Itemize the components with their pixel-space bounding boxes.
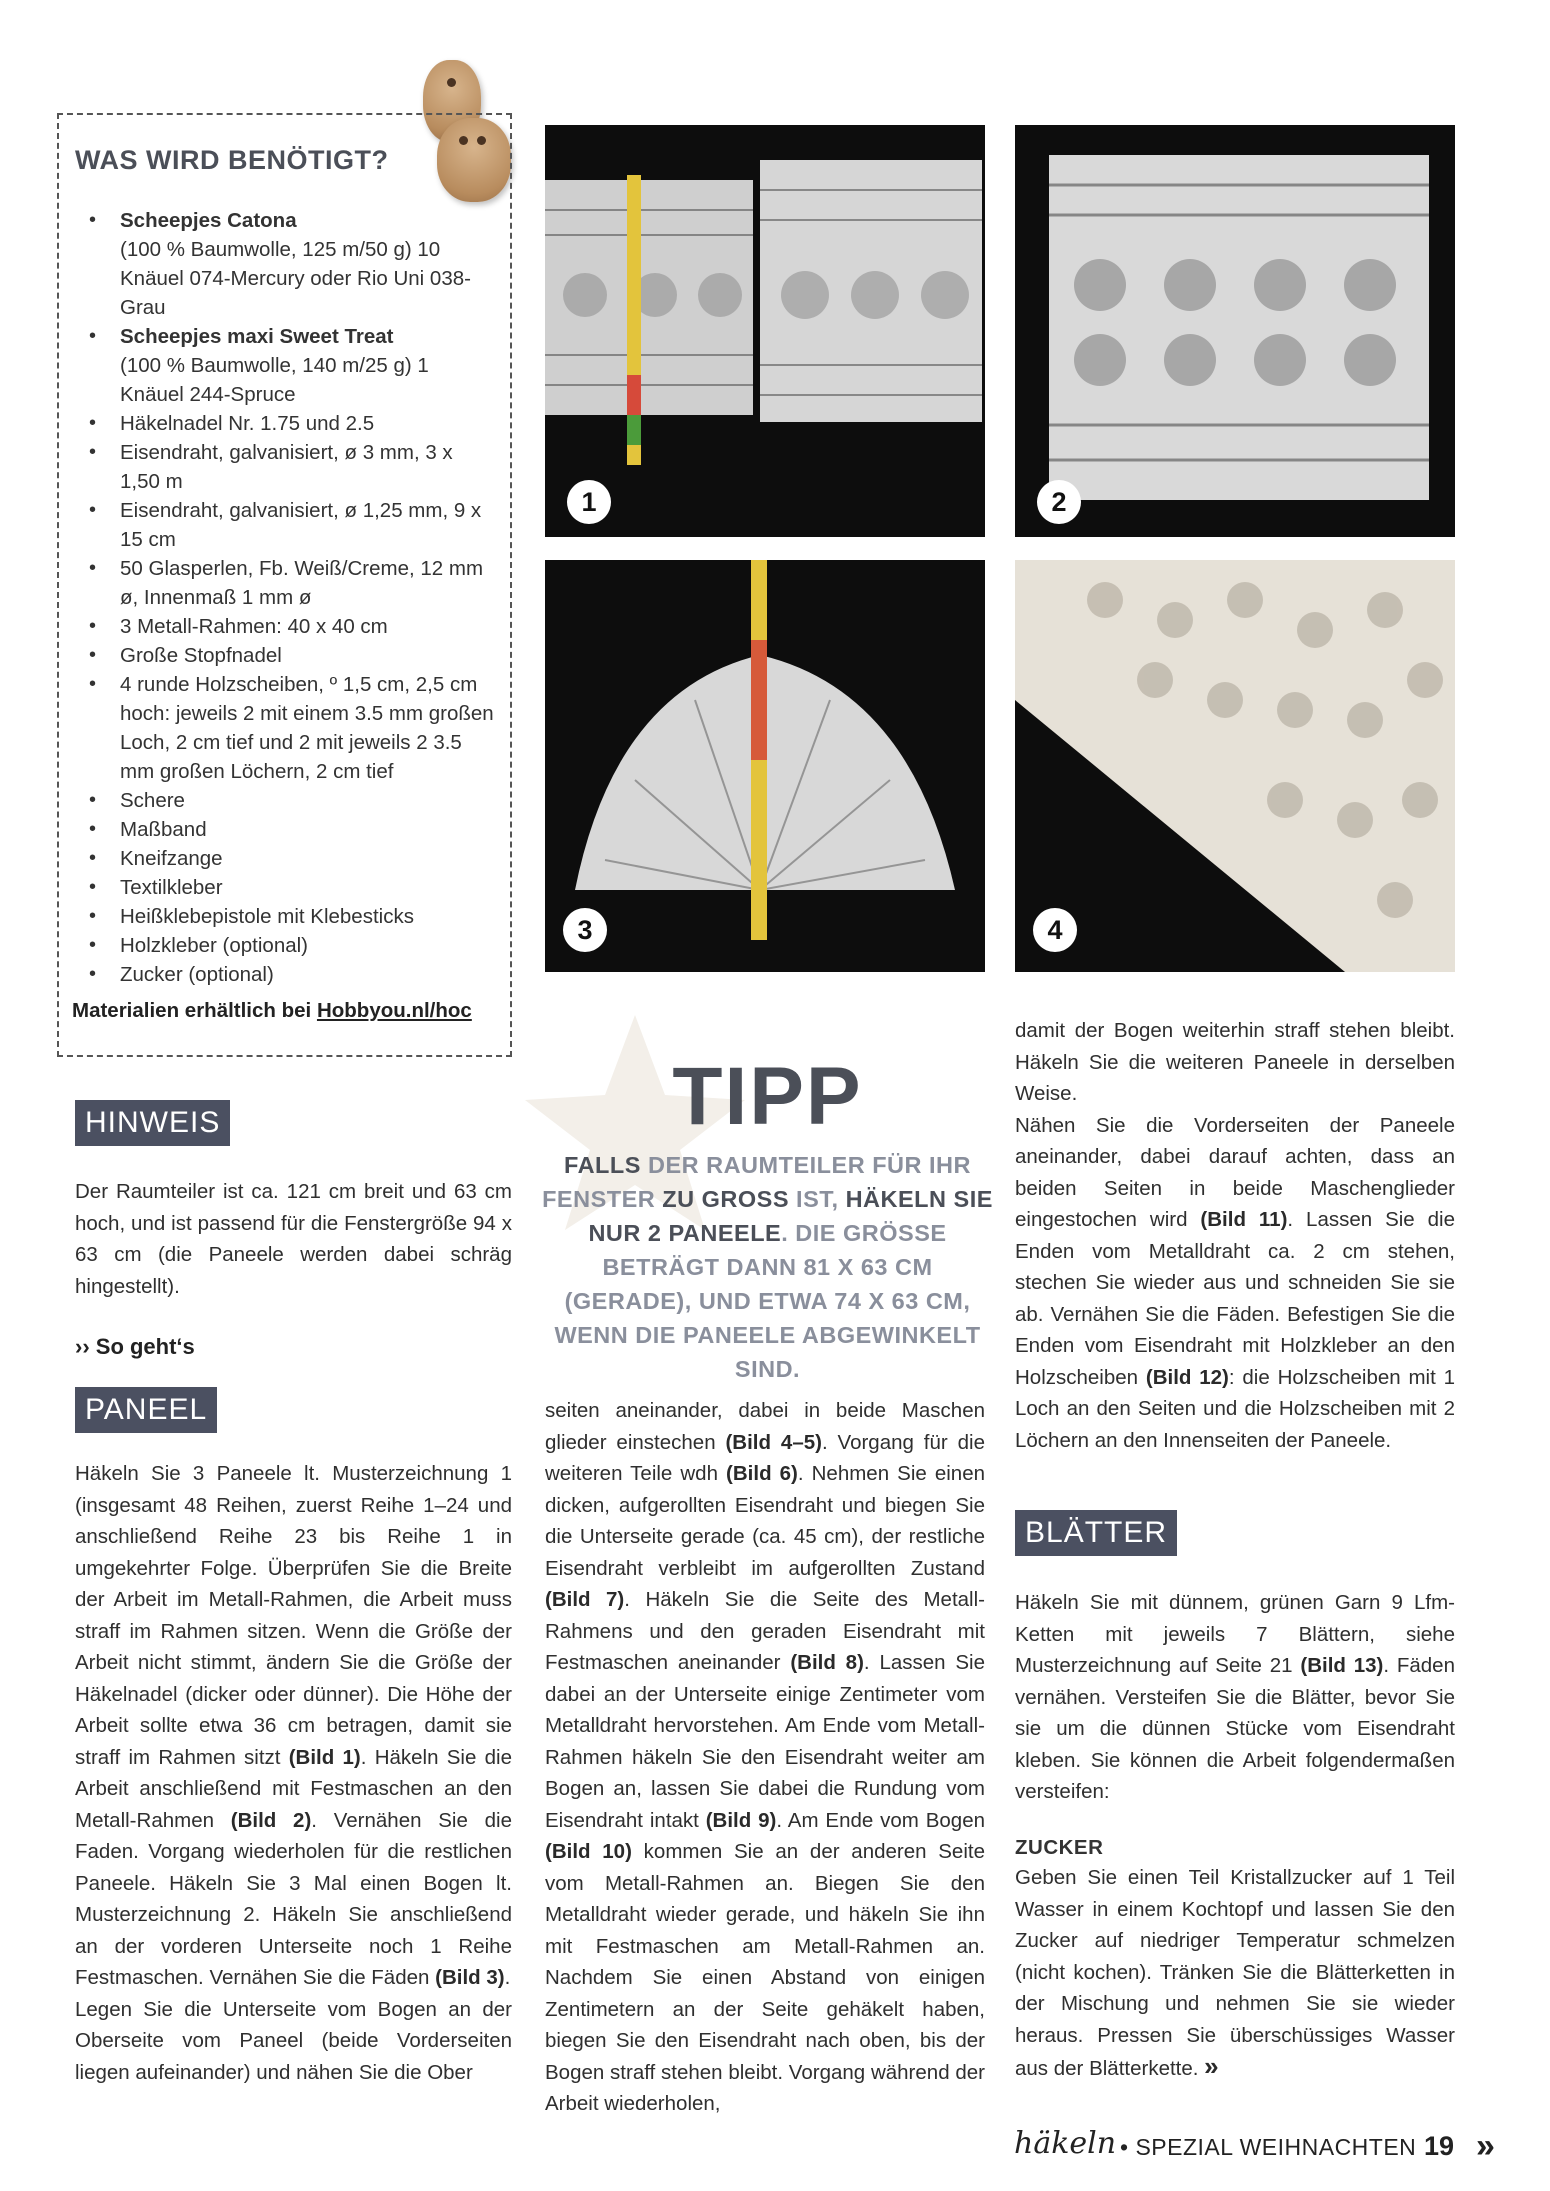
materials-item: [75, 554, 494, 612]
materials-source: [72, 999, 472, 1023]
next-page-arrow-icon[interactable]: »: [1476, 2127, 1495, 2165]
photo-3-number: 3: [563, 908, 607, 952]
materials-item-detail: 3 Metall-Rahmen: 40 x 40 cm: [120, 615, 388, 638]
tipp-text-part: ZU GROSS: [662, 1186, 790, 1212]
tipp-title: TIPP: [672, 1051, 863, 1142]
materials-item-detail: Eisendraht, galvanisiert, ø 3 mm, 3 x 1,50 m: [120, 441, 453, 493]
crochet-panel-frame-image: [1015, 125, 1455, 537]
materials-item: [75, 496, 494, 554]
photo-3: [545, 560, 985, 972]
hinweis-heading: HINWEIS: [75, 1100, 230, 1146]
continue-arrow: »: [1204, 2051, 1219, 2081]
materials-item-detail: 50 Glasperlen, Fb. Weiß/Creme, 12 mm ø, Innenmaß 1 mm ø: [120, 557, 484, 609]
materials-item: [75, 873, 494, 902]
materials-item-detail: Textilkleber: [120, 876, 223, 899]
materials-item: [75, 438, 494, 496]
materials-list: [75, 206, 494, 989]
materials-item: [75, 960, 494, 989]
materials-item-detail: 4 runde Holzscheiben, º 1,5 cm, 2,5 cm hoch: jeweils 2 mit einem 3.5 mm großen Loch, 2 cm tief und 2 mit jeweils 2 3.5 mm großen Löchern, 2 cm tief: [120, 673, 494, 783]
zucker-text-block: [1015, 1862, 1455, 2085]
tipp-text-part: . DIE GRÖSSE BETRÄGT DANN 81 X 63 CM (GERADE), UND ETWA 74 X 63 CM, WENN DIE PANEELE ABGEWINKELT SIND.: [554, 1220, 981, 1382]
hobbyou-link[interactable]: Hobbyou.nl/hoc: [316, 999, 472, 1022]
zucker-text: Geben Sie einen Teil Kristallzucker auf 1 Teil Wasser in einem Kochtopf und lassen Sie den Zucker auf niedriger Temperatur schmelzen (nicht kochen). Tränken Sie die Blätterketten in der Mischung und nehmen Sie sie wieder heraus. Pressen Sie überschüssiges Wasser aus der Blätterkette.: [1015, 1866, 1455, 2080]
footer-brand: häkeln: [1014, 2126, 1117, 2161]
right-column-text: damit der Bogen weiterhin straff stehen bleibt. Häkeln Sie die weiteren Paneele in derselben Weise. Nähen Sie die Vorderseiten der Paneele aneinander, dabei darauf achten, dass an beiden Seiten in beide Maschenglieder eingestochen wird (Bild 11). Lassen Sie die Enden vom Metalldraht ca. 2 cm stehen, stechen Sie wieder aus und schneiden Sie sie ab. Vernähen Sie die Fäden. Befestigen Sie die Enden vom Eisendraht mit Holzkleber an den Holzscheiben (Bild 12): die Holzscheiben mit 1 Loch an den Seiten und die Holzscheiben mit 2 Löchern an den Innenseiten der Paneele.: [1015, 1019, 1456, 1452]
materials-box: [57, 113, 512, 1057]
blaetter-text: Häkeln Sie mit dünnem, grünen Garn 9 Lfm-Ketten mit jeweils 7 Blättern, siehe Musterzeichnung auf Seite 21 (Bild 13). Fäden vernähen. Versteifen Sie die Blätter, bevor Sie sie um die dünnen Stücke vom Eisendraht kleben. Sie können die Arbeit folgendermaßen versteifen:: [1015, 1591, 1455, 1803]
crochet-arc-image: [545, 560, 985, 972]
crochet-closeup-image: [1015, 560, 1455, 972]
zucker-heading: ZUCKER: [1015, 1836, 1104, 1859]
paneel-text: Häkeln Sie 3 Paneele lt. Musterzeichnung 1 (insgesamt 48 Reihen, zuerst Reihe 1–24 und anschließend Reihe 23 bis Reihe 1 in umgekehrter Folge. Überprüfen Sie die Breite der Arbeit im Metall-Rahmen, die Arbeit muss straff im Rahmen sitzen. Wenn die Größe der Arbeit nicht stimmt, ändern Sie die Größe der Häkelnadel (dicker oder dünner). Die Höhe der Arbeit sollte etwa 36 cm betragen, damit sie straff im Rahmen sitzt (Bild 1). Häkeln Sie die Arbeit anschließend mit Festmaschen an den Metall-Rahmen (Bild 2). Vernähen Sie die Faden. Vorgang wiederholen für die restlichen Paneele. Häkeln Sie 3 Mal einen Bogen lt. Musterzeichnung 2. Häkeln Sie anschließend an der vorderen Unterseite noch 1 Reihe Festmaschen. Vernähen Sie die Fäden (Bild 3). Legen Sie die Unterseite vom Bogen an der Oberseite vom Paneel (beide Vorderseiten liegen aufeinander) und nähen Sie die Ober: [75, 1462, 512, 2084]
materials-item-detail: Maßband: [120, 818, 207, 841]
materials-item-detail: Große Stopfnadel: [120, 644, 282, 667]
materials-item-detail: Heißklebepistole mit Klebesticks: [120, 905, 414, 928]
photo-2: [1015, 125, 1455, 537]
materials-item: [75, 670, 494, 786]
materials-item-detail: (100 % Baumwolle, 140 m/25 g) 1 Knäuel 244-Spruce: [120, 354, 429, 406]
tipp-text-part: DER RAUMTEILER FÜR IHR FENSTER: [542, 1152, 971, 1212]
tipp-text: [540, 1148, 995, 1386]
photo-1-number: 1: [567, 480, 611, 524]
materials-item: [75, 815, 494, 844]
materials-item: [75, 206, 494, 322]
photo-4: [1015, 560, 1455, 972]
materials-item: [75, 844, 494, 873]
middle-column-text: seiten aneinander, dabei in beide Maschen glieder einstechen (Bild 4–5). Vorgang für die weiteren Teile wdh (Bild 6). Nehmen Sie einen dicken, aufgerollten Eisendraht und biegen Sie die Unterseite gerade (ca. 45 cm), der restliche Eisendraht verbleibt im aufgerollten Zustand (Bild 7). Häkeln Sie die Seite des Metall-Rahmens und den geraden Eisendraht mit Festmaschen aneinander (Bild 8). Lassen Sie dabei an der Unterseite einige Zentimeter vom Metalldraht hervorstehen. Am Ende vom Metall-Rahmen häkeln Sie den Eisendraht weiter am Bogen an, lassen Sie dabei die Rundung vom Eisendraht intakt (Bild 9). Am Ende vom Bogen (Bild 10) kommen Sie an der anderen Seite vom Metall-Rahmen an. Biegen Sie den Metalldraht wieder gerade, und häkeln Sie ihn mit Festmaschen am Metall-Rahmen an. Nachdem Sie einen Abstand von einigen Zentimetern an der Seite gehäkelt haben, biegen Sie den Eisendraht nach oben, bis der Bogen straff stehen bleibt. Vorgang während der Arbeit wiederholen,: [545, 1399, 986, 2115]
crochet-panels-image: [545, 125, 985, 537]
photo-1: [545, 125, 985, 537]
materials-item: [75, 786, 494, 815]
materials-item-detail: Schere: [120, 789, 185, 812]
materials-item-detail: Eisendraht, galvanisiert, ø 1,25 mm, 9 x 15 cm: [120, 499, 482, 551]
paneel-heading: PANEEL: [75, 1387, 217, 1433]
materials-item-detail: Kneifzange: [120, 847, 223, 870]
materials-item-detail: Zucker (optional): [120, 963, 274, 986]
tipp-text-part: IST,: [789, 1186, 846, 1212]
hinweis-text: Der Raumteiler ist ca. 121 cm breit und 63 cm hoch, und ist passend für die Fenstergröße 94 x 63 cm (die Paneele werden dabei schräg hingestellt).: [75, 1180, 512, 1298]
materials-title: WAS WIRD BENÖTIGT?: [75, 145, 389, 175]
page-footer: [1014, 2126, 1514, 2170]
materials-item-detail: Holzkleber (optional): [120, 934, 309, 957]
photo-2-number: 2: [1037, 480, 1081, 524]
materials-item: [75, 931, 494, 960]
photo-4-number: 4: [1033, 908, 1077, 952]
materials-item: [75, 902, 494, 931]
so-gehts-subheading: ›› So geht‘s: [75, 1334, 195, 1359]
materials-item: [75, 409, 494, 438]
materials-item-detail: (100 % Baumwolle, 125 m/50 g) 10 Knäuel 074-Mercury oder Rio Uni 038-Grau: [120, 238, 471, 319]
tipp-text-part: HÄKELN SIE NUR 2 PANEELE: [588, 1186, 993, 1246]
zucker-section: [1015, 1836, 1455, 2085]
blaetter-heading: BLÄTTER: [1015, 1510, 1177, 1556]
materials-item-detail: Häkelnadel Nr. 1.75 und 2.5: [120, 412, 375, 435]
footer-text: • SPEZIAL WEIHNACHTEN: [1120, 2134, 1417, 2160]
tipp-text-part: FALLS: [564, 1152, 641, 1178]
page-number: 19: [1424, 2131, 1455, 2161]
materials-item: [75, 641, 494, 670]
materials-source-label: Materialien erhältlich bei: [72, 999, 317, 1022]
materials-item: [75, 322, 494, 409]
materials-item-name: • Scheepjes Catona: [120, 209, 297, 232]
materials-item-name: • Scheepjes maxi Sweet Treat: [120, 325, 394, 348]
materials-item: [75, 612, 494, 641]
